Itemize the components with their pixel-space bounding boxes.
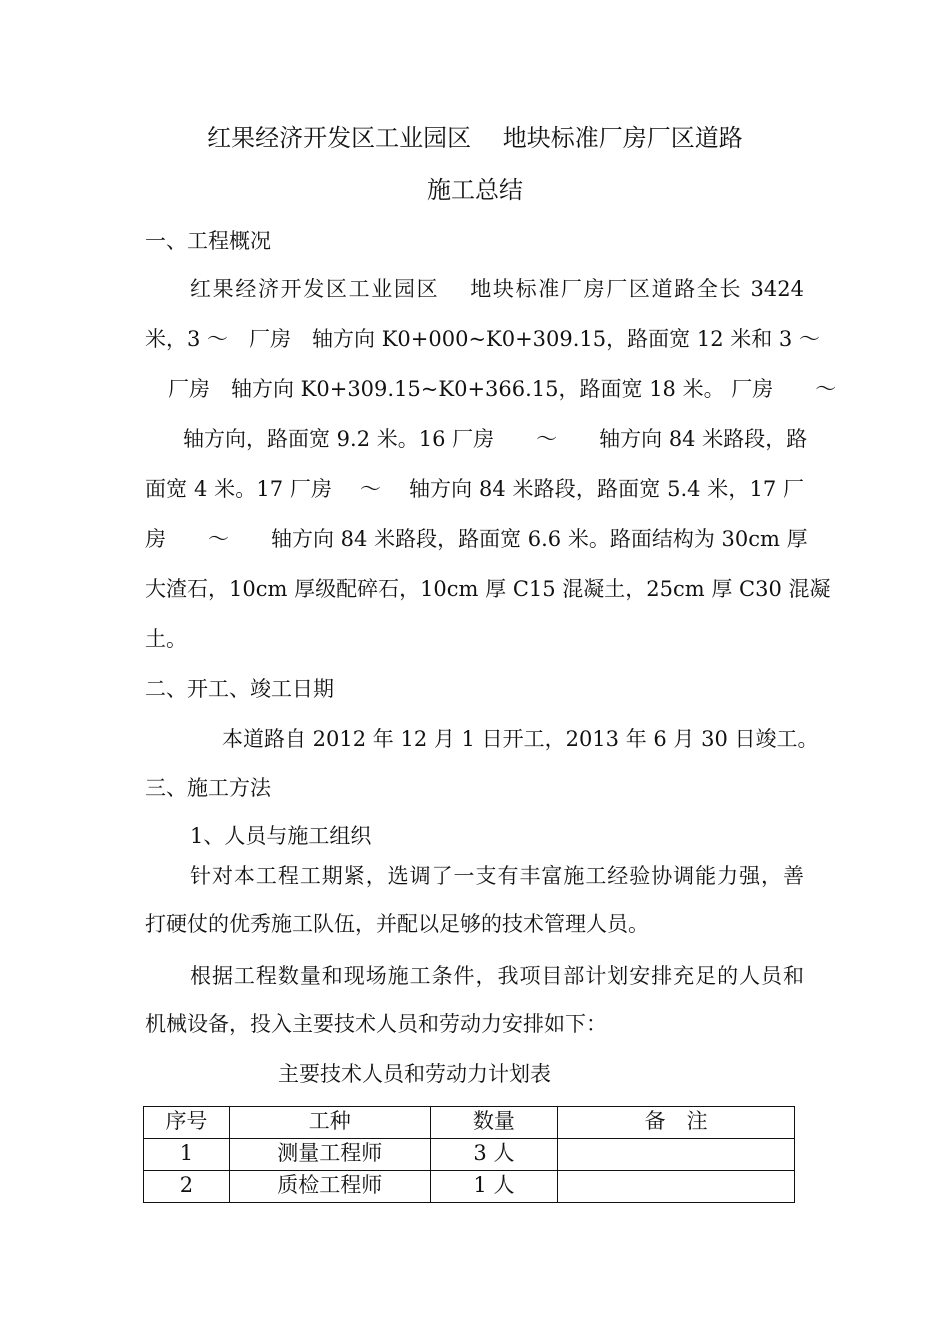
table-row bbox=[144, 1139, 795, 1171]
table-header-cell: 工种 bbox=[229, 1107, 430, 1139]
table-cell: 1 bbox=[144, 1139, 230, 1171]
plan-paragraph-line: 机械设备，投入主要技术人员和劳动力安排如下： bbox=[145, 1012, 607, 1036]
table-cell: 1 人 bbox=[430, 1171, 558, 1203]
plan-paragraph-line: 根据工程数量和现场施工条件，我项目部计划安排充足的人员和 bbox=[190, 964, 804, 988]
overview-line: 房 ～ 轴方向 84 米路段，路面宽 6.6 米。路面结构为 30cm 厚 bbox=[145, 527, 808, 551]
overview-line: 面宽 4 米。17 厂房 ～ 轴方向 84 米路段，路面宽 5.4 米，17 厂 bbox=[145, 477, 804, 501]
table-header-cell: 序号 bbox=[144, 1107, 230, 1139]
overview-line: 大渣石，10cm 厚级配碎石，10cm 厚 C15 混凝土，25cm 厚 C30 混凝 bbox=[145, 577, 831, 601]
table-cell: 2 bbox=[144, 1171, 230, 1203]
staff-paragraph-line: 打硬仗的优秀施工队伍，并配以足够的技术管理人员。 bbox=[145, 912, 649, 936]
table-cell bbox=[558, 1171, 795, 1203]
staff-paragraph-line: 针对本工程工期紧，选调了一支有丰富施工经验协调能力强，善 bbox=[190, 864, 804, 888]
document-title-line2: 施工总结 bbox=[427, 176, 523, 204]
table-cell: 质检工程师 bbox=[229, 1171, 430, 1203]
table-header-cell: 数量 bbox=[430, 1107, 558, 1139]
table-cell bbox=[558, 1139, 795, 1171]
section-heading-dates: 二、开工、竣工日期 bbox=[145, 677, 334, 701]
staff-plan-table bbox=[143, 1106, 795, 1203]
subsection-heading-staff: 1、人员与施工组织 bbox=[190, 824, 372, 848]
overview-line: 红果经济开发区工业园区 地块标准厂房厂区道路全长 3424 bbox=[190, 277, 804, 301]
table-row bbox=[144, 1171, 795, 1203]
table-cell: 测量工程师 bbox=[229, 1139, 430, 1171]
overview-line: 土。 bbox=[145, 627, 187, 651]
overview-line: 米，3 ～ 厂房 轴方向 K0+000~K0+309.15，路面宽 12 米和 3 ～ bbox=[145, 327, 820, 351]
table-header-cell: 备 注 bbox=[558, 1107, 795, 1139]
dates-text: 本道路自 2012 年 12 月 1 日开工，2013 年 6 月 30 日竣工。 bbox=[222, 727, 819, 751]
section-heading-methods: 三、施工方法 bbox=[145, 776, 271, 800]
section-heading-overview: 一、工程概况 bbox=[145, 229, 271, 253]
table-caption: 主要技术人员和劳动力计划表 bbox=[278, 1062, 551, 1086]
table-header-row bbox=[144, 1107, 795, 1139]
overview-line: 轴方向，路面宽 9.2 米。16 厂房 ～ 轴方向 84 米路段，路 bbox=[183, 427, 808, 451]
overview-line: 厂房 轴方向 K0+309.15~K0+366.15，路面宽 18 米。 厂房 ～ bbox=[168, 377, 837, 401]
table-cell: 3 人 bbox=[430, 1139, 558, 1171]
document-title-line1: 红果经济开发区工业园区 地块标准厂房厂区道路 bbox=[207, 124, 743, 152]
